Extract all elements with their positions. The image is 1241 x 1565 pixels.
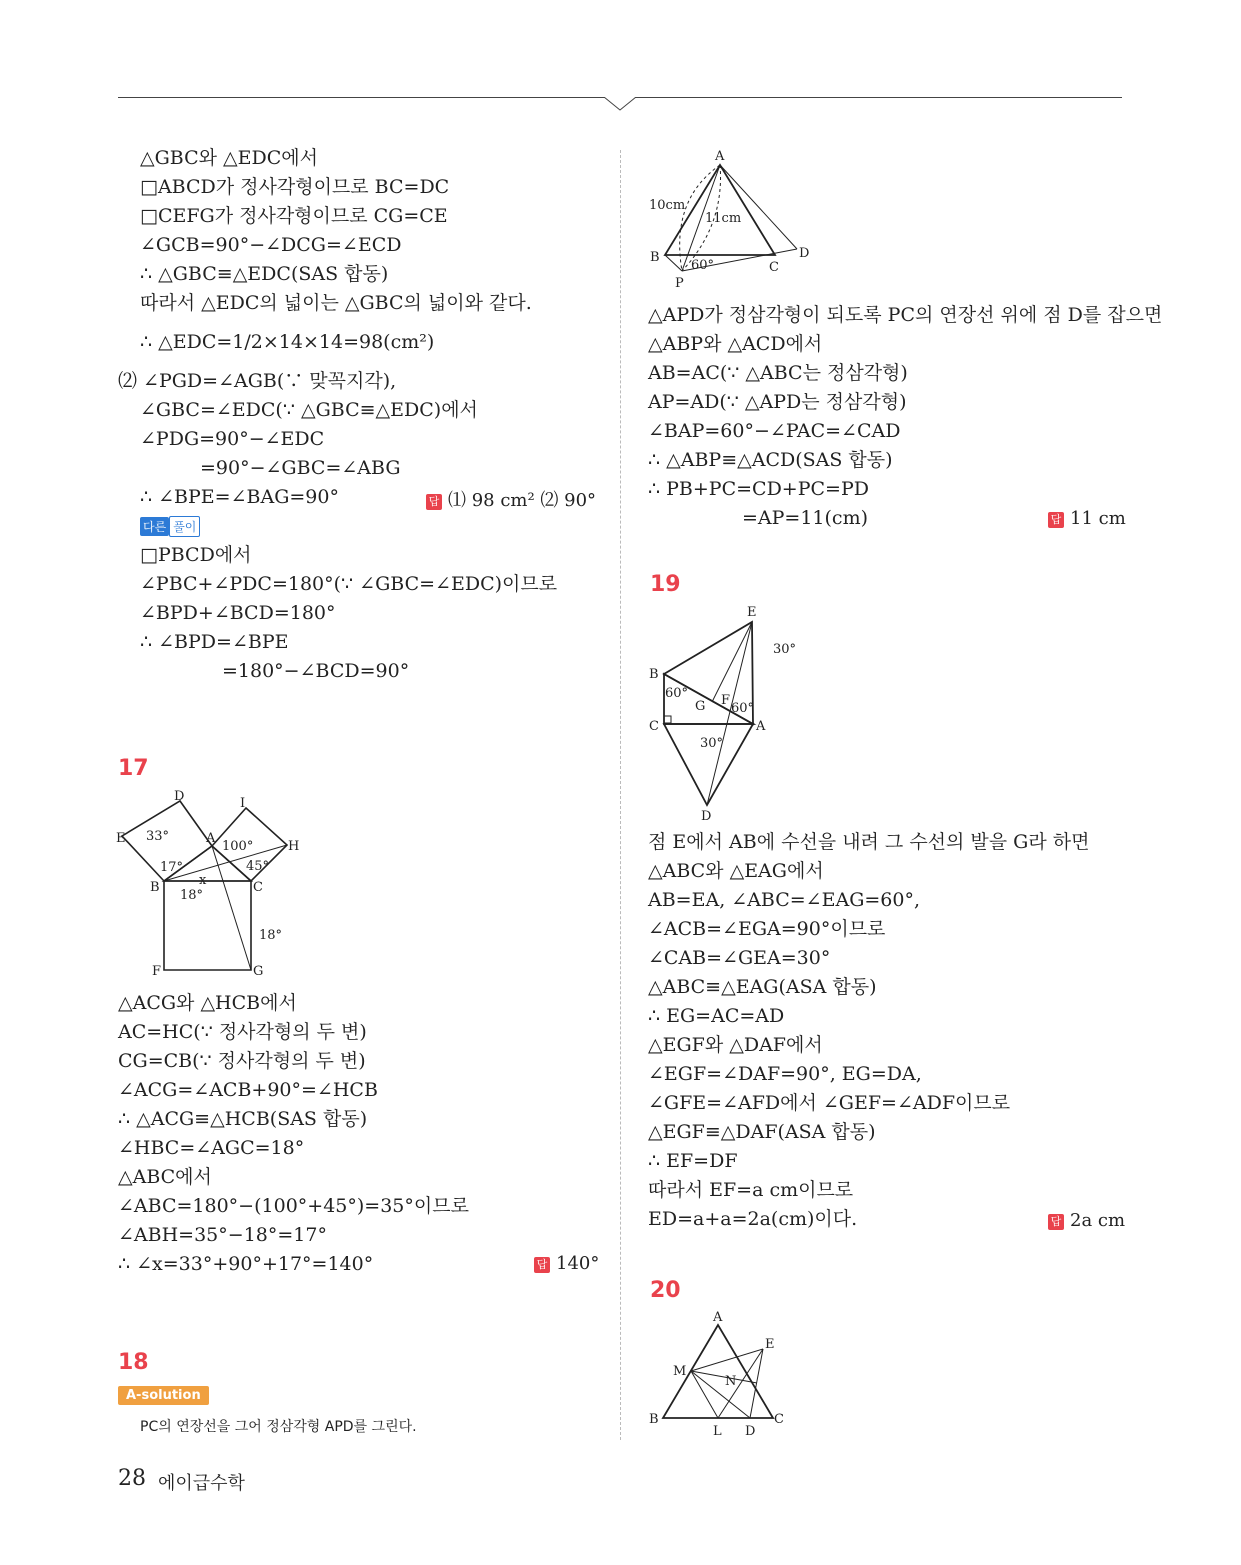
answer <box>426 486 596 512</box>
figure-17 <box>112 785 312 985</box>
text-line: =90°−∠GBC=∠ABG <box>200 457 401 479</box>
text-line: ∴ △ACG≡△HCB(SAS 합동) <box>118 1108 368 1130</box>
label: B <box>650 250 660 265</box>
label: x <box>199 873 207 888</box>
problem-number: 17 <box>118 756 149 781</box>
label: 10cm <box>649 198 686 213</box>
text-line: AC=HC(∵ 정사각형의 두 변) <box>118 1021 367 1043</box>
answer-mark-icon: 답 <box>1048 512 1064 528</box>
label: A <box>206 831 216 846</box>
label: 60° <box>731 701 755 716</box>
answer <box>1048 1210 1125 1231</box>
text-line: ∴ EF=DF <box>648 1150 738 1172</box>
text-line: ∠BPD+∠BCD=180° <box>140 602 336 624</box>
label: 11cm <box>705 211 742 226</box>
text-line: ∠ACB=∠EGA=90°이므로 <box>648 918 886 940</box>
text-line: ⑵ ∠PGD=∠AGB(∵ 맞꼭지각), <box>118 370 397 392</box>
answer <box>534 1253 599 1274</box>
label: D <box>745 1424 756 1439</box>
label: 30° <box>700 736 724 751</box>
label: C <box>769 260 779 275</box>
text-line: ∠GBC=∠EDC(∵ △GBC≡△EDC)에서 <box>140 399 478 421</box>
label: B <box>649 1412 659 1427</box>
text-line: ∴ △ABP≡△ACD(SAS 합동) <box>648 449 893 471</box>
label: C <box>649 719 659 734</box>
text-line: ∠PDG=90°−∠EDC <box>140 428 325 450</box>
text-line: ∴ ∠x=33°+90°+17°=140° <box>118 1253 374 1275</box>
label: P <box>675 276 684 290</box>
a-solution-badge: A-solution <box>118 1386 209 1405</box>
figure-19 <box>645 600 815 825</box>
label: I <box>240 796 246 811</box>
label: F <box>152 964 162 979</box>
text-line: △ABC≡△EAG(ASA 합동) <box>648 976 877 998</box>
problem-number: 18 <box>118 1350 149 1375</box>
label: B <box>649 667 659 682</box>
text-line: △ABC에서 <box>118 1166 212 1188</box>
text-line: 점 E에서 AB에 수선을 내려 그 수선의 발을 G라 하면 <box>648 831 1090 853</box>
label: 18° <box>259 928 283 943</box>
label: 60° <box>665 686 689 701</box>
answer-mark-icon: 답 <box>534 1257 550 1273</box>
alt-solution-badge <box>140 516 200 537</box>
text-line: ∠ABC=180°−(100°+45°)=35°이므로 <box>118 1195 469 1217</box>
text-line: AB=AC(∵ △ABC는 정삼각형) <box>648 362 908 384</box>
text-line: △GBC와 △EDC에서 <box>140 147 318 169</box>
hint-text: PC의 연장선을 그어 정삼각형 APD를 그린다. <box>140 1419 417 1435</box>
header-notch <box>604 97 636 113</box>
label: D <box>174 789 185 804</box>
text-line: ∠BAP=60°−∠PAC=∠CAD <box>648 420 901 442</box>
text-line: △APD가 정삼각형이 되도록 PC의 연장선 위에 점 D를 잡으면 <box>648 304 1163 326</box>
text-line: ∠PBC+∠PDC=180°(∵ ∠GBC=∠EDC)이므로 <box>140 573 558 595</box>
text-line: ∠CAB=∠GEA=30° <box>648 947 831 969</box>
text-line: ∴ △EDC=1/2×14×14=98(cm²) <box>140 331 435 353</box>
text-line: =180°−∠BCD=90° <box>222 660 410 682</box>
label: 60° <box>691 258 715 273</box>
text-line: □ABCD가 정사각형이므로 BC=DC <box>140 176 450 198</box>
page-number: 28 <box>118 1466 146 1491</box>
text-line: □PBCD에서 <box>140 544 252 566</box>
text-line: ∠EGF=∠DAF=90°, EG=DA, <box>648 1063 922 1085</box>
label: G <box>695 699 706 714</box>
problem-number: 19 <box>650 572 681 597</box>
label: 45° <box>246 859 270 874</box>
text-line: ∠GCB=90°−∠DCG=∠ECD <box>140 234 402 256</box>
label: C <box>253 880 263 895</box>
label: F <box>721 693 731 708</box>
column-divider <box>620 150 621 1440</box>
text-line: ∠GFE=∠AFD에서 ∠GEF=∠ADF이므로 <box>648 1092 1011 1114</box>
text-line: ∠HBC=∠AGC=18° <box>118 1137 305 1159</box>
text-line: 따라서 EF=a cm이므로 <box>648 1179 854 1201</box>
answer-text: 11 cm <box>1070 508 1126 529</box>
answer-mark-icon: 답 <box>1048 1214 1064 1230</box>
text-line: AP=AD(∵ △APD는 정삼각형) <box>648 391 907 413</box>
text-line: □CEFG가 정사각형이므로 CG=CE <box>140 205 448 227</box>
label: D <box>701 809 712 824</box>
label: G <box>253 964 264 979</box>
text-line: =AP=11(cm) <box>742 507 869 529</box>
text-line: ∴ PB+PC=CD+PC=PD <box>648 478 869 500</box>
label: E <box>747 605 757 620</box>
label: A <box>713 1310 723 1325</box>
book-title: 에이급수학 <box>158 1473 245 1494</box>
badge-label: 풀이 <box>169 516 200 537</box>
label: A <box>756 719 766 734</box>
text-line: ∴ ∠BPD=∠BPE <box>140 631 289 653</box>
text-line: CG=CB(∵ 정사각형의 두 변) <box>118 1050 366 1072</box>
label: H <box>288 839 300 854</box>
text-line: △ABC와 △EAG에서 <box>648 860 824 882</box>
text-line: ∴ △GBC≡△EDC(SAS 합동) <box>140 263 389 285</box>
answer-text: 140° <box>556 1253 600 1274</box>
text-line: ED=a+a=2a(cm)이다. <box>648 1208 858 1230</box>
label: L <box>713 1424 722 1439</box>
label: C <box>774 1412 784 1427</box>
label: 33° <box>146 829 170 844</box>
text-line: △ABP와 △ACD에서 <box>648 333 823 355</box>
label: D <box>799 246 810 261</box>
answer-text: ⑴ 98 cm² ⑵ 90° <box>448 490 597 511</box>
text-line: △EGF와 △DAF에서 <box>648 1034 823 1056</box>
label: 17° <box>160 860 184 875</box>
text-line: ∴ ∠BPE=∠BAG=90° <box>140 486 339 508</box>
answer-mark-icon: 답 <box>426 494 442 510</box>
label: A <box>715 149 725 164</box>
text-line: ∠ACG=∠ACB+90°=∠HCB <box>118 1079 378 1101</box>
label: E <box>116 831 126 846</box>
figure-20 <box>645 1305 805 1440</box>
label: B <box>150 880 160 895</box>
label: M <box>673 1364 687 1379</box>
text-line: △EGF≡△DAF(ASA 합동) <box>648 1121 876 1143</box>
badge-label: 다른 <box>140 517 169 536</box>
answer <box>1048 508 1126 529</box>
label: 30° <box>773 642 797 657</box>
text-line: △ACG와 △HCB에서 <box>118 992 297 1014</box>
text-line: ∴ EG=AC=AD <box>648 1005 785 1027</box>
figure-18 <box>645 145 815 290</box>
label: 100° <box>222 839 254 854</box>
label: N <box>725 1374 737 1389</box>
label: 18° <box>180 888 204 903</box>
text-line: ∠ABH=35°−18°=17° <box>118 1224 327 1246</box>
problem-number: 20 <box>650 1278 681 1303</box>
text-line: 따라서 △EDC의 넓이는 △GBC의 넓이와 같다. <box>140 292 532 314</box>
answer-text: 2a cm <box>1070 1210 1126 1231</box>
text-line: AB=EA, ∠ABC=∠EAG=60°, <box>648 889 921 911</box>
label: E <box>765 1337 775 1352</box>
